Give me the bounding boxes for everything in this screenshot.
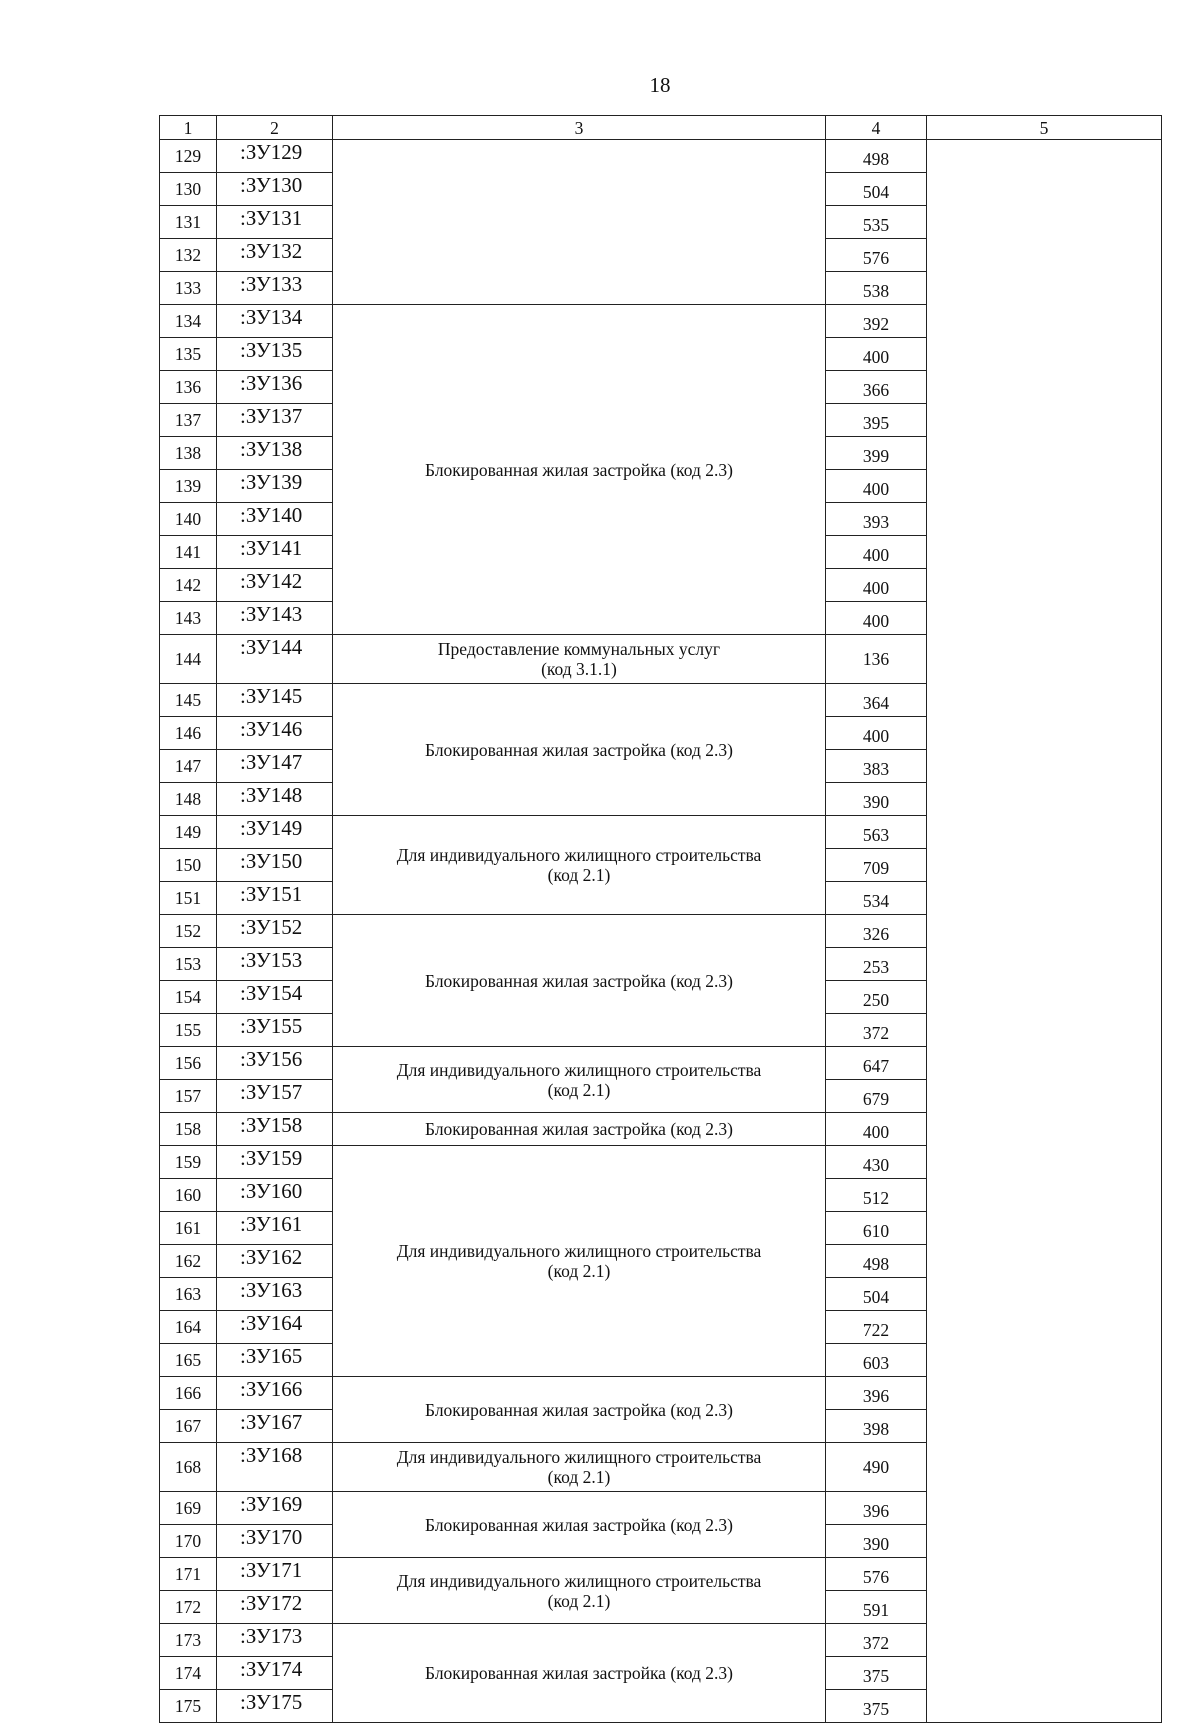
plot-designation-cell: :ЗУ129: [217, 140, 333, 173]
plot-designation-cell: :ЗУ170: [217, 1525, 333, 1558]
plot-designation-cell: :ЗУ136: [217, 371, 333, 404]
row-number-cell: 145: [160, 684, 217, 717]
area-cell: 400: [826, 470, 927, 503]
plot-designation-cell: :ЗУ140: [217, 503, 333, 536]
area-cell: 400: [826, 536, 927, 569]
row-number-cell: 140: [160, 503, 217, 536]
area-cell: 253: [826, 948, 927, 981]
row-number-cell: 172: [160, 1591, 217, 1624]
area-cell: 576: [826, 239, 927, 272]
area-cell: 400: [826, 717, 927, 750]
row-number-cell: 142: [160, 569, 217, 602]
plot-designation-cell: :ЗУ130: [217, 173, 333, 206]
area-cell: 326: [826, 915, 927, 948]
area-cell: 400: [826, 602, 927, 635]
header-row: [160, 116, 1162, 140]
land-plots-table: [159, 115, 1162, 1723]
area-cell: 393: [826, 503, 927, 536]
plot-designation-cell: :ЗУ151: [217, 882, 333, 915]
header-cell-5: 5: [927, 116, 1162, 140]
area-cell: 647: [826, 1047, 927, 1080]
plot-designation-cell: :ЗУ149: [217, 816, 333, 849]
permitted-use-text: Блокированная жилая застройка (код 2.3): [425, 970, 733, 991]
area-cell: 722: [826, 1311, 927, 1344]
area-cell: 136: [826, 635, 927, 684]
plot-designation-cell: :ЗУ157: [217, 1080, 333, 1113]
row-number-cell: 153: [160, 948, 217, 981]
row-number-cell: 148: [160, 783, 217, 816]
area-cell: 504: [826, 1278, 927, 1311]
row-number-cell: 146: [160, 717, 217, 750]
area-cell: 591: [826, 1591, 927, 1624]
area-cell: 250: [826, 981, 927, 1014]
area-cell: 679: [826, 1080, 927, 1113]
header-cell-1: 1: [160, 116, 217, 140]
plot-designation-cell: :ЗУ133: [217, 272, 333, 305]
permitted-use-text: Для индивидуального жилищного строительства: [396, 1059, 762, 1080]
permitted-use-text: (код 2.1): [547, 1261, 611, 1281]
permitted-use-text: Блокированная жилая застройка (код 2.3): [425, 1663, 733, 1683]
area-cell: 375: [826, 1657, 927, 1690]
permitted-use-text: Для индивидуального жилищного строительства: [396, 1447, 762, 1467]
row-number-cell: 170: [160, 1525, 217, 1558]
row-number-cell: 163: [160, 1278, 217, 1311]
permitted-use-text: Для индивидуального жилищного строительства: [396, 1241, 762, 1261]
plot-designation-cell: :ЗУ175: [217, 1690, 333, 1723]
plot-designation-cell: :ЗУ172: [217, 1591, 333, 1624]
plot-designation-cell: :ЗУ159: [217, 1146, 333, 1179]
row-number-cell: 137: [160, 404, 217, 437]
area-cell: 603: [826, 1344, 927, 1377]
permitted-use-text: (код 2.1): [547, 1079, 611, 1100]
permitted-use-cell: [333, 140, 826, 305]
permitted-use-cell: [333, 1558, 826, 1624]
row-number-cell: 134: [160, 305, 217, 338]
row-number-cell: 149: [160, 816, 217, 849]
row-number-cell: 143: [160, 602, 217, 635]
permitted-use-text: (код 2.1): [547, 1590, 611, 1611]
permitted-use-cell: [333, 816, 826, 915]
plot-designation-cell: :ЗУ166: [217, 1377, 333, 1410]
permitted-use-cell: [333, 1492, 826, 1558]
row-number-cell: 136: [160, 371, 217, 404]
permitted-use-text: Блокированная жилая застройка (код 2.3): [425, 739, 733, 760]
table-row: [160, 140, 1162, 173]
row-number-cell: 151: [160, 882, 217, 915]
header-cell-2: 2: [217, 116, 333, 140]
notes-cell: [927, 140, 1162, 1723]
permitted-use-text: Для индивидуального жилищного строительства: [396, 1570, 762, 1591]
row-number-cell: 132: [160, 239, 217, 272]
plot-designation-cell: :ЗУ155: [217, 1014, 333, 1047]
row-number-cell: 166: [160, 1377, 217, 1410]
row-number-cell: 129: [160, 140, 217, 173]
area-cell: 364: [826, 684, 927, 717]
area-cell: 563: [826, 816, 927, 849]
header-cell-3: 3: [333, 116, 826, 140]
plot-designation-cell: :ЗУ168: [217, 1443, 333, 1492]
area-cell: 512: [826, 1179, 927, 1212]
plot-designation-cell: :ЗУ150: [217, 849, 333, 882]
plot-designation-cell: :ЗУ147: [217, 750, 333, 783]
permitted-use-cell: [333, 305, 826, 635]
plot-designation-cell: :ЗУ153: [217, 948, 333, 981]
plot-designation-cell: :ЗУ160: [217, 1179, 333, 1212]
header-cell-4: 4: [826, 116, 927, 140]
row-number-cell: 150: [160, 849, 217, 882]
area-cell: 383: [826, 750, 927, 783]
page-number: 18: [649, 73, 671, 97]
area-cell: 372: [826, 1624, 927, 1657]
permitted-use-cell: [333, 1047, 826, 1113]
permitted-use-cell: [333, 684, 826, 816]
area-cell: 498: [826, 1245, 927, 1278]
area-cell: 576: [826, 1558, 927, 1591]
area-cell: 400: [826, 569, 927, 602]
area-cell: 535: [826, 206, 927, 239]
plot-designation-cell: :ЗУ169: [217, 1492, 333, 1525]
plot-designation-cell: :ЗУ135: [217, 338, 333, 371]
permitted-use-text: (код 3.1.1): [541, 659, 617, 679]
area-cell: 375: [826, 1690, 927, 1723]
plot-designation-cell: :ЗУ144: [217, 635, 333, 684]
plot-designation-cell: :ЗУ141: [217, 536, 333, 569]
row-number-cell: 133: [160, 272, 217, 305]
area-cell: 610: [826, 1212, 927, 1245]
permitted-use-cell: [333, 915, 826, 1047]
plot-designation-cell: :ЗУ142: [217, 569, 333, 602]
area-cell: 396: [826, 1377, 927, 1410]
area-cell: 430: [826, 1146, 927, 1179]
row-number-cell: 175: [160, 1690, 217, 1723]
row-number-cell: 160: [160, 1179, 217, 1212]
permitted-use-cell: [333, 1624, 826, 1723]
plot-designation-cell: :ЗУ143: [217, 602, 333, 635]
permitted-use-cell: [333, 1377, 826, 1443]
row-number-cell: 174: [160, 1657, 217, 1690]
permitted-use-text: Блокированная жилая застройка (код 2.3): [425, 1399, 733, 1420]
row-number-cell: 155: [160, 1014, 217, 1047]
area-cell: 399: [826, 437, 927, 470]
area-cell: 396: [826, 1492, 927, 1525]
plot-designation-cell: :ЗУ158: [217, 1113, 333, 1146]
area-cell: 398: [826, 1410, 927, 1443]
row-number-cell: 135: [160, 338, 217, 371]
plot-designation-cell: :ЗУ139: [217, 470, 333, 503]
permitted-use-text: Предоставление коммунальных услуг: [437, 639, 721, 659]
area-cell: 534: [826, 882, 927, 915]
row-number-cell: 158: [160, 1113, 217, 1146]
area-cell: 538: [826, 272, 927, 305]
plot-designation-cell: :ЗУ152: [217, 915, 333, 948]
row-number-cell: 139: [160, 470, 217, 503]
plot-designation-cell: :ЗУ173: [217, 1624, 333, 1657]
area-cell: 490: [826, 1443, 927, 1492]
row-number-cell: 157: [160, 1080, 217, 1113]
plot-designation-cell: :ЗУ163: [217, 1278, 333, 1311]
permitted-use-text: (код 2.1): [547, 865, 611, 885]
row-number-cell: 154: [160, 981, 217, 1014]
plot-designation-cell: :ЗУ134: [217, 305, 333, 338]
row-number-cell: 152: [160, 915, 217, 948]
area-cell: 390: [826, 1525, 927, 1558]
permitted-use-cell: [333, 1443, 826, 1492]
plot-designation-cell: :ЗУ131: [217, 206, 333, 239]
row-number-cell: 141: [160, 536, 217, 569]
area-cell: 400: [826, 1113, 927, 1146]
row-number-cell: 130: [160, 173, 217, 206]
plot-designation-cell: :ЗУ161: [217, 1212, 333, 1245]
area-cell: 400: [826, 338, 927, 371]
area-cell: 366: [826, 371, 927, 404]
row-number-cell: 171: [160, 1558, 217, 1591]
permitted-use-text: Блокированная жилая застройка (код 2.3): [425, 1514, 733, 1535]
row-number-cell: 161: [160, 1212, 217, 1245]
permitted-use-text: Для индивидуального жилищного строительства: [396, 845, 762, 865]
row-number-cell: 165: [160, 1344, 217, 1377]
row-number-cell: 162: [160, 1245, 217, 1278]
area-cell: 395: [826, 404, 927, 437]
plot-designation-cell: :ЗУ156: [217, 1047, 333, 1080]
plot-designation-cell: :ЗУ137: [217, 404, 333, 437]
row-number-cell: 156: [160, 1047, 217, 1080]
permitted-use-cell: [333, 635, 826, 684]
permitted-use-text: (код 2.1): [547, 1467, 611, 1487]
row-number-cell: 167: [160, 1410, 217, 1443]
plot-designation-cell: :ЗУ146: [217, 717, 333, 750]
row-number-cell: 138: [160, 437, 217, 470]
row-number-cell: 173: [160, 1624, 217, 1657]
area-cell: 372: [826, 1014, 927, 1047]
area-cell: 504: [826, 173, 927, 206]
row-number-cell: 169: [160, 1492, 217, 1525]
plot-designation-cell: :ЗУ148: [217, 783, 333, 816]
row-number-cell: 131: [160, 206, 217, 239]
area-cell: 498: [826, 140, 927, 173]
area-cell: 392: [826, 305, 927, 338]
permitted-use-text: Блокированная жилая застройка (код 2.3): [425, 1119, 733, 1139]
plot-designation-cell: :ЗУ174: [217, 1657, 333, 1690]
permitted-use-text: Блокированная жилая застройка (код 2.3): [425, 459, 733, 480]
area-cell: 709: [826, 849, 927, 882]
plot-designation-cell: :ЗУ171: [217, 1558, 333, 1591]
row-number-cell: 164: [160, 1311, 217, 1344]
plot-designation-cell: :ЗУ167: [217, 1410, 333, 1443]
area-cell: 390: [826, 783, 927, 816]
row-number-cell: 147: [160, 750, 217, 783]
row-number-cell: 168: [160, 1443, 217, 1492]
plot-designation-cell: :ЗУ145: [217, 684, 333, 717]
plot-designation-cell: :ЗУ138: [217, 437, 333, 470]
plot-designation-cell: :ЗУ154: [217, 981, 333, 1014]
plot-designation-cell: :ЗУ162: [217, 1245, 333, 1278]
plot-designation-cell: :ЗУ164: [217, 1311, 333, 1344]
row-number-cell: 144: [160, 635, 217, 684]
row-number-cell: 159: [160, 1146, 217, 1179]
permitted-use-cell: [333, 1113, 826, 1146]
plot-designation-cell: :ЗУ132: [217, 239, 333, 272]
plot-designation-cell: :ЗУ165: [217, 1344, 333, 1377]
permitted-use-cell: [333, 1146, 826, 1377]
